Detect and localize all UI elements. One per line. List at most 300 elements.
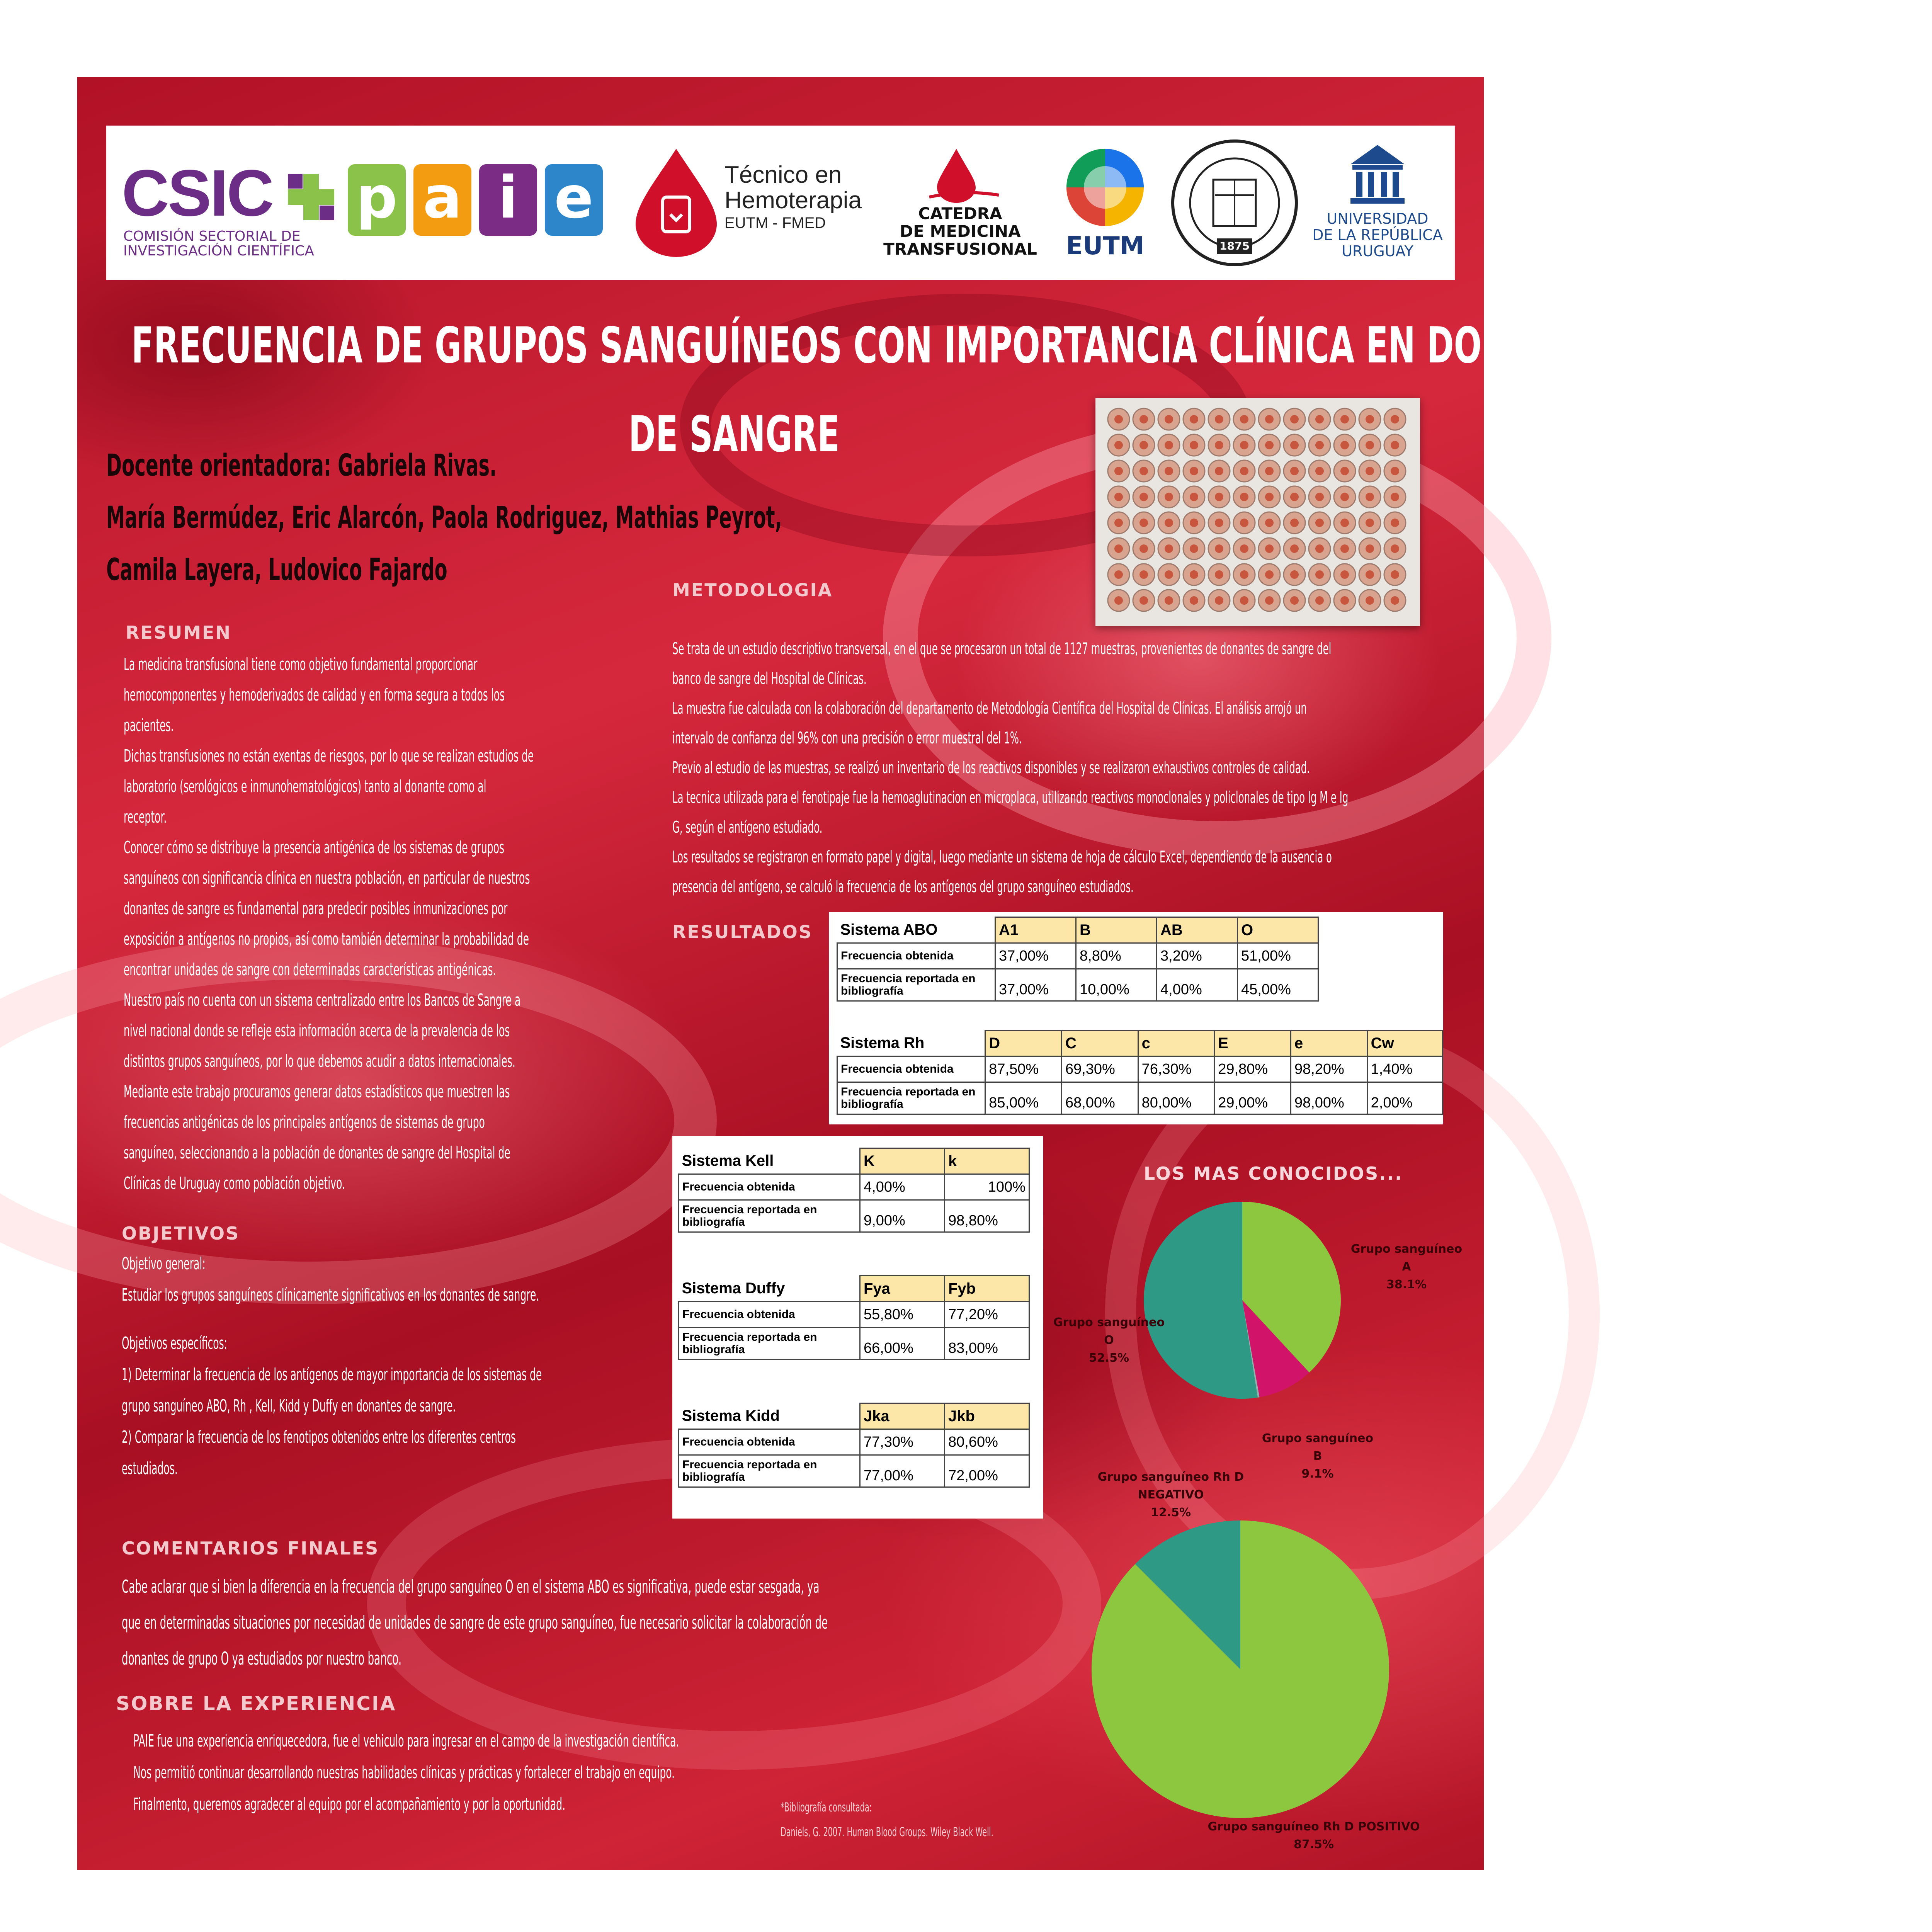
- rh-table: [837, 1030, 1443, 1115]
- plate-well-button: [1391, 467, 1399, 475]
- plate-well-button: [1290, 415, 1299, 423]
- plate-well-button: [1190, 441, 1198, 449]
- logo-band: [106, 126, 1455, 280]
- table-cell: Fyb: [945, 1276, 1029, 1302]
- plate-well-button: [1139, 467, 1148, 475]
- authors-line-2: Camila Layera, Ludovico Fajardo: [106, 553, 447, 587]
- csic-cross-icon: [288, 174, 334, 220]
- text-line: laboratorio (serológicos e inmunohematológicos) tanto al donante como al: [124, 777, 486, 796]
- table-cell: 37,00%: [995, 969, 1076, 1001]
- table-cell: [679, 1455, 860, 1487]
- table-row: [837, 1082, 1443, 1114]
- table-cell: 2,00%: [1367, 1082, 1442, 1114]
- pie-label-a-name: Grupo sanguíneo A: [1350, 1242, 1463, 1274]
- plate-well-button: [1165, 467, 1173, 475]
- bibliografia-line-2: Daniels, G. 2007. Human Blood Groups. Wiley Black Well.: [781, 1825, 993, 1839]
- plate-well-button: [1391, 570, 1399, 579]
- table-cell: Jkb: [945, 1403, 1029, 1429]
- plate-well-button: [1215, 415, 1223, 423]
- text-line: sanguíneo, seleccionando a la población de donantes de sangre del Hospital de: [124, 1143, 510, 1163]
- table-cell: 80,00%: [1138, 1082, 1214, 1114]
- udelar-line-3: URUGUAY: [1342, 243, 1413, 260]
- plate-well-button: [1139, 544, 1148, 553]
- table-header-row: [679, 1276, 1029, 1302]
- table-cell: 4,00%: [1157, 969, 1238, 1001]
- table-cell: Sistema Rh: [837, 1031, 985, 1056]
- pie-label-b: [1260, 1430, 1376, 1483]
- table-cell: 29,00%: [1214, 1082, 1291, 1114]
- udelar-text: [1312, 211, 1443, 259]
- text-line: hemocomponentes y hemoderivados de calidad y en forma segura a todos los: [124, 685, 505, 705]
- text-line: Previo al estudio de las muestras, se realizó un inventario de los reactivos disponibles y se realizaron exhaustivos controles de calidad.: [672, 758, 1310, 777]
- plate-well-button: [1215, 570, 1223, 579]
- abo-pie-chart: [1142, 1200, 1343, 1401]
- text-line: encontrar unidades de sangre con determinadas características antigénicas.: [124, 960, 496, 980]
- plate-well-button: [1265, 467, 1274, 475]
- plate-well-button: [1114, 467, 1123, 475]
- pie-label-b-value: 9.1%: [1301, 1467, 1334, 1481]
- table-header-row: [679, 1148, 1029, 1174]
- text-line: estudiados.: [122, 1459, 178, 1478]
- plate-well-button: [1165, 415, 1173, 423]
- text-line: Mediante este trabajo procuramos generar datos estadísticos que muestren las: [124, 1082, 510, 1102]
- plate-well-button: [1265, 570, 1274, 579]
- plate-well-button: [1240, 415, 1248, 423]
- plate-well-button: [1290, 596, 1299, 605]
- text-line: exposición a antígenos no propios, así como también determinar la probabilidad de: [124, 929, 529, 949]
- plate-well-button: [1340, 441, 1349, 449]
- row-label-line: Frecuencia reportada en: [841, 1085, 976, 1098]
- text-line: Estudiar los grupos sanguíneos clínicamente significativos en los donantes de sangre.: [122, 1285, 539, 1305]
- table-cell: Fya: [860, 1276, 945, 1302]
- table-header-row: [837, 917, 1318, 943]
- table-row: [679, 1302, 1029, 1328]
- plate-well-button: [1290, 441, 1299, 449]
- text-line: sanguíneos con significancia clínica en nuestra población, en particular de nuestros: [124, 868, 530, 888]
- plate-well-button: [1315, 519, 1324, 527]
- table-cell: Sistema Kidd: [679, 1403, 860, 1429]
- table-cell: 10,00%: [1076, 969, 1157, 1001]
- table-cell: 3,20%: [1157, 943, 1238, 969]
- table-cell: E: [1214, 1031, 1291, 1056]
- plate-well-button: [1114, 415, 1123, 423]
- text-line: PAIE fue una experiencia enriquecedora, fue el vehiculo para ingresar en el campo de la investigación científica.: [133, 1731, 679, 1751]
- bibliografia-note: [781, 1795, 1244, 1849]
- plate-well-button: [1366, 467, 1374, 475]
- text-line: G, según el antígeno estudiado.: [672, 818, 823, 837]
- plate-well-button: [1190, 544, 1198, 553]
- table-cell: 100%: [945, 1174, 1029, 1200]
- text-line: La muestra fue calculada con la colaboración del departamento de Metodología Científica del Hospital de Clínicas. El análisis arrojó un: [672, 699, 1307, 718]
- plate-well-button: [1340, 519, 1349, 527]
- text-line: presencia del antígeno, se calculó la frecuencia de los antígenos del grupo sanguíneo estudiados.: [672, 877, 1134, 896]
- plate-well-button: [1240, 596, 1248, 605]
- table-cell: Sistema Kell: [679, 1148, 860, 1174]
- plate-well-button: [1366, 544, 1374, 553]
- plate-well-button: [1315, 415, 1324, 423]
- plate-well-button: [1190, 467, 1198, 475]
- csic-logo: [122, 141, 338, 265]
- table-row: [837, 943, 1318, 969]
- table-cell: [837, 969, 995, 1001]
- docente-orientadora: Docente orientadora: Gabriela Rivas.: [106, 448, 497, 483]
- table-cell: 68,00%: [1061, 1082, 1138, 1114]
- plate-well-button: [1290, 493, 1299, 501]
- comentarios-lines: [122, 1569, 849, 1677]
- table-cell: 37,00%: [995, 943, 1076, 969]
- plate-well-button: [1315, 467, 1324, 475]
- text-line: La tecnica utilizada para el fenotipaje fue la hemoaglutinacion en microplaca, utilizando reactivos monoclonales y policlonales de tipo Ig M e Ig: [672, 788, 1349, 807]
- facultad-year: 1875: [1219, 240, 1250, 252]
- text-line: intervalo de confianza del 96% con una precisión o error muestral del 1%.: [672, 728, 1022, 747]
- tecnico-text: [724, 162, 862, 233]
- plate-well-button: [1190, 415, 1198, 423]
- page-title-line-1: FRECUENCIA DE GRUPOS SANGUÍNEOS CON IMPORTANCIA CLÍNICA EN DONANTES: [131, 317, 1630, 374]
- table-cell: [679, 1200, 860, 1232]
- table-cell: 85,00%: [985, 1082, 1062, 1114]
- plate-well-button: [1366, 441, 1374, 449]
- pie-label-rh-neg-value: 12.5%: [1150, 1506, 1191, 1519]
- plate-well-button: [1215, 596, 1223, 605]
- text-line: La medicina transfusional tiene como objetivo fundamental proporcionar: [124, 655, 478, 674]
- text-line: Finalmento, queremos agradecer al equipo por el acompañamiento y por la oportunidad.: [133, 1794, 566, 1814]
- table-header-row: [837, 1031, 1443, 1056]
- plate-well-button: [1366, 493, 1374, 501]
- row-label-line: bibliografía: [682, 1471, 745, 1483]
- pie-slice-o: [1144, 1202, 1258, 1399]
- table-cell: O: [1238, 917, 1318, 943]
- kidd-table: [678, 1403, 1030, 1488]
- text-line: Cabe aclarar que si bien la diferencia en la frecuencia del grupo sanguíneo O en el sistema ABO es significativa, puede estar sesgada, ya: [122, 1576, 820, 1597]
- plate-well-button: [1240, 493, 1248, 501]
- table-cell: 8,80%: [1076, 943, 1157, 969]
- plate-well-button: [1240, 570, 1248, 579]
- plate-well-button: [1366, 570, 1374, 579]
- plate-well-button: [1315, 441, 1324, 449]
- table-cell: 87,50%: [985, 1056, 1062, 1082]
- resumen-lines: [124, 649, 608, 1199]
- plate-well-button: [1290, 570, 1299, 579]
- text-line: Nos permitió continuar desarrollando nuestras habilidades clínicas y prácticas y fortalecer el trabajo en equipo.: [133, 1763, 675, 1782]
- table-cell: Sistema Duffy: [679, 1276, 860, 1302]
- plate-well-button: [1190, 596, 1198, 605]
- catedra-logo: [883, 147, 1037, 263]
- text-line: Conocer cómo se distribuye la presencia antigénica de los sistemas de grupos: [124, 838, 505, 857]
- plate-well-button: [1340, 570, 1349, 579]
- text-line: Objetivo general:: [122, 1254, 206, 1274]
- plate-well-button: [1240, 544, 1248, 553]
- abo-table: [837, 917, 1319, 1002]
- plate-well-button: [1315, 493, 1324, 501]
- table-cell: 69,30%: [1061, 1056, 1138, 1082]
- table-cell: D: [985, 1031, 1062, 1056]
- pie-label-o-value: 52.5%: [1088, 1351, 1129, 1365]
- table-row: [837, 1056, 1443, 1082]
- duffy-table: [678, 1275, 1030, 1360]
- row-label-line: bibliografía: [841, 1098, 903, 1111]
- plate-well-button: [1366, 596, 1374, 605]
- catedra-line-1: CATEDRA: [918, 204, 1002, 223]
- poster-background: [77, 77, 1630, 1870]
- plate-well-button: [1391, 519, 1399, 527]
- table-cell: 72,00%: [945, 1455, 1029, 1487]
- plate-well-button: [1340, 467, 1349, 475]
- pie-label-rh-pos-name: Grupo sanguíneo Rh D POSITIVO: [1208, 1820, 1420, 1833]
- text-line: [122, 1311, 672, 1328]
- plate-well-button: [1215, 441, 1223, 449]
- table-cell: Frecuencia obtenida: [837, 943, 995, 969]
- table-cell: Frecuencia obtenida: [679, 1302, 860, 1328]
- table-cell: e: [1291, 1031, 1367, 1056]
- table-cell: 77,30%: [860, 1429, 945, 1455]
- text-line: Clínicas de Uruguay como población objetivo.: [124, 1173, 345, 1193]
- row-label-line: Frecuencia reportada en: [682, 1203, 817, 1216]
- table-row: [679, 1328, 1029, 1360]
- plate-well-button: [1240, 467, 1248, 475]
- text-line: Los resultados se registraron en formato papel y digital, luego mediante un sistema de hoja de cálculo Excel, dependiendo de la ausencia o: [672, 847, 1332, 866]
- text-line: que en determinadas situaciones por necesidad de unidades de sangre de este grupo sanguíneo, fue necesario solicitar la colaboración de: [122, 1612, 828, 1633]
- plate-well-button: [1315, 570, 1324, 579]
- table-cell: k: [945, 1148, 1029, 1174]
- page-title-line-2: DE SANGRE: [628, 406, 840, 463]
- udelar-line-1: UNIVERSIDAD: [1327, 210, 1429, 227]
- eutm-logo: [1055, 145, 1155, 265]
- plate-well-button: [1265, 544, 1274, 553]
- table-cell: 77,00%: [860, 1455, 945, 1487]
- text-line: receptor.: [124, 807, 167, 827]
- table-cell: 98,80%: [945, 1200, 1029, 1232]
- plate-well-button: [1114, 544, 1123, 553]
- plate-well-button: [1139, 570, 1148, 579]
- pie-label-a: [1349, 1240, 1464, 1294]
- tecnico-line-1: Técnico en: [724, 162, 842, 188]
- paie-tile-i: i: [479, 164, 537, 236]
- table-cell: 29,80%: [1214, 1056, 1291, 1082]
- plate-well-button: [1340, 544, 1349, 553]
- table-row: [679, 1174, 1029, 1200]
- csic-sub-line-2: INVESTIGACIÓN CIENTÍFICA: [123, 243, 314, 259]
- table-cell: Frecuencia obtenida: [679, 1429, 860, 1455]
- plate-well-button: [1114, 570, 1123, 579]
- plate-well-button: [1366, 519, 1374, 527]
- plate-well-button: [1290, 519, 1299, 527]
- plate-well-button: [1190, 519, 1198, 527]
- plate-well-button: [1114, 596, 1123, 605]
- paie-tile-p: p: [348, 164, 406, 236]
- csic-subtitle: [123, 229, 314, 259]
- kell-duffy-kidd-table-box: [672, 1136, 1043, 1519]
- row-label-line: Frecuencia reportada en: [682, 1331, 817, 1344]
- table-row: [679, 1455, 1029, 1487]
- table-cell: 66,00%: [860, 1328, 945, 1360]
- plate-well-button: [1215, 493, 1223, 501]
- table-cell: 1,40%: [1367, 1056, 1442, 1082]
- paie-tile-a: a: [413, 164, 471, 236]
- plate-well-button: [1265, 493, 1274, 501]
- plate-well-button: [1139, 493, 1148, 501]
- plate-well-button: [1240, 519, 1248, 527]
- table-cell: AB: [1157, 917, 1238, 943]
- table-cell: 4,00%: [860, 1174, 945, 1200]
- plate-well-button: [1391, 415, 1399, 423]
- plate-well-button: [1190, 570, 1198, 579]
- plate-well-button: [1215, 467, 1223, 475]
- table-cell: K: [860, 1148, 945, 1174]
- text-line: Dichas transfusiones no están exentas de riesgos, por lo que se realizan estudios de: [124, 746, 534, 766]
- text-line: frecuencias antigénicas de los principales antígenos de sistemas de grupo: [124, 1112, 485, 1132]
- table-row: [679, 1429, 1029, 1455]
- pie-label-rh-neg: [1074, 1468, 1267, 1522]
- table-cell: C: [1061, 1031, 1138, 1056]
- table-cell: A1: [995, 917, 1076, 943]
- plate-well-button: [1265, 441, 1274, 449]
- eutm-text: EUTM: [1066, 232, 1145, 260]
- plate-well-button: [1340, 493, 1349, 501]
- row-label-line: bibliografía: [682, 1216, 745, 1228]
- plate-well-button: [1215, 519, 1223, 527]
- csic-sub-line-1: COMISIÓN SECTORIAL DE: [123, 228, 301, 244]
- text-line: distintos grupos sanguíneos, por lo que debemos acudir a datos internacionales.: [124, 1051, 515, 1071]
- blood-drop-icon: [632, 147, 721, 259]
- plate-well-button: [1114, 493, 1123, 501]
- plate-well-button: [1139, 519, 1148, 527]
- metodologia-heading: METODOLOGIA: [672, 580, 833, 600]
- table-cell: Sistema ABO: [837, 917, 995, 943]
- authors-line-1-wrap: [106, 498, 879, 541]
- row-label-line: bibliografía: [682, 1343, 745, 1356]
- table-cell: 83,00%: [945, 1328, 1029, 1360]
- table-cell: 9,00%: [860, 1200, 945, 1232]
- text-line: 1) Determinar la frecuencia de los antígenos de mayor importancia de los sistemas de: [122, 1365, 542, 1384]
- text-line: donantes de grupo O ya estudiados por nuestro banco.: [122, 1648, 402, 1669]
- catedra-drop-icon: [929, 147, 999, 205]
- catedra-text: [883, 205, 1037, 258]
- catedra-line-2: DE MEDICINA: [900, 222, 1021, 241]
- tecnico-line-2: Hemoterapia: [724, 187, 862, 214]
- table-cell: 76,30%: [1138, 1056, 1214, 1082]
- plate-well-button: [1215, 544, 1223, 553]
- table-cell: Frecuencia obtenida: [679, 1174, 860, 1200]
- experiencia-lines: [133, 1725, 794, 1820]
- resultados-heading: RESULTADOS: [672, 922, 813, 942]
- comentarios-heading: COMENTARIOS FINALES: [122, 1538, 379, 1559]
- plate-well-button: [1139, 415, 1148, 423]
- plate-well-button: [1340, 596, 1349, 605]
- plate-well-button: [1165, 596, 1173, 605]
- csic-mark: CSIC: [122, 156, 273, 230]
- text-line: banco de sangre del Hospital de Clínicas.: [672, 669, 867, 688]
- objetivos-lines: [122, 1248, 672, 1484]
- microplate-photo: [1095, 398, 1420, 626]
- plate-well-button: [1366, 415, 1374, 423]
- metodologia-lines: [672, 634, 1389, 901]
- resumen-heading: RESUMEN: [126, 622, 232, 643]
- paie-logo: [348, 164, 618, 242]
- pie-label-o-name: Grupo sanguíneo O: [1053, 1316, 1165, 1347]
- metodologia-body: [672, 634, 1909, 904]
- catedra-line-3: TRANSFUSIONAL: [883, 240, 1037, 259]
- table-cell: [679, 1328, 860, 1360]
- plate-well-button: [1265, 415, 1274, 423]
- table-cell: 45,00%: [1238, 969, 1318, 1001]
- udelar-logo: [1312, 141, 1443, 265]
- plate-well-button: [1391, 441, 1399, 449]
- text-line: Nuestro país no cuenta con un sistema centralizado entre los Bancos de Sangre a: [124, 990, 521, 1010]
- row-label-line: Frecuencia reportada en: [682, 1458, 817, 1471]
- plate-well-button: [1240, 441, 1248, 449]
- table-cell: 55,80%: [860, 1302, 945, 1328]
- plate-well-button: [1265, 596, 1274, 605]
- plate-well-button: [1165, 544, 1173, 553]
- table-cell: 51,00%: [1238, 943, 1318, 969]
- udelar-building-icon: [1347, 141, 1408, 207]
- comentarios-body: [122, 1569, 1397, 1685]
- row-label-line: Frecuencia reportada en: [841, 972, 976, 985]
- experiencia-heading: SOBRE LA EXPERIENCIA: [116, 1692, 396, 1715]
- bibliografia-lines: [781, 1795, 1059, 1844]
- kell-table: [678, 1148, 1030, 1233]
- text-line: Se trata de un estudio descriptivo transversal, en el que se procesaron un total de 1127 muestras, provenientes de donantes de sangre del: [672, 639, 1332, 658]
- plate-well-button: [1165, 441, 1173, 449]
- table-row: [679, 1200, 1029, 1232]
- plate-well-button: [1315, 596, 1324, 605]
- plate-well-button: [1139, 441, 1148, 449]
- plate-well-button: [1290, 467, 1299, 475]
- table-cell: B: [1076, 917, 1157, 943]
- tecnico-hemoterapia-logo: [632, 147, 871, 263]
- text-line: pacientes.: [124, 716, 174, 735]
- table-cell: 98,00%: [1291, 1082, 1367, 1114]
- pie-label-rh-neg-name: Grupo sanguíneo Rh D NEGATIVO: [1097, 1470, 1244, 1502]
- microplate-wells-icon: [1095, 398, 1420, 626]
- text-line: donantes de sangre es fundamental para predecir posibles inmunizaciones por: [124, 899, 508, 918]
- table-cell: [837, 1082, 985, 1114]
- table-cell: 80,60%: [945, 1429, 1029, 1455]
- pie-label-b-name: Grupo sanguíneo B: [1262, 1432, 1374, 1463]
- facultad-medicina-seal: [1169, 137, 1300, 269]
- text-line: grupo sanguíneo ABO, Rh , Kell, Kidd y Duffy en donantes de sangre.: [122, 1396, 456, 1416]
- title-line-1-wrap: [131, 317, 1630, 374]
- plate-well-button: [1139, 596, 1148, 605]
- paie-tile-e: e: [545, 164, 603, 236]
- mas-conocidos-heading: LOS MAS CONOCIDOS...: [1144, 1163, 1403, 1184]
- authors-line-1: María Bermúdez, Eric Alarcón, Paola Rodriguez, Mathias Peyrot,: [106, 500, 782, 535]
- pie-label-o: [1051, 1314, 1167, 1367]
- text-line: Objetivos específicos:: [122, 1333, 228, 1353]
- bibliografia-line-1: *Bibliografía consultada:: [781, 1800, 872, 1815]
- plate-well-button: [1290, 544, 1299, 553]
- abo-rh-table-box: [829, 912, 1443, 1124]
- pie-label-rh-pos-value: 87.5%: [1293, 1838, 1334, 1851]
- plate-well-button: [1391, 596, 1399, 605]
- plate-well-button: [1391, 493, 1399, 501]
- table-row: [837, 969, 1318, 1001]
- plate-well-button: [1190, 493, 1198, 501]
- eutm-globe-icon: [1063, 145, 1148, 230]
- text-line: nivel nacional donde se refleje esta información acerca de la prevalencia de los: [124, 1021, 510, 1041]
- udelar-line-2: DE LA REPÚBLICA: [1312, 226, 1443, 243]
- plate-well-button: [1265, 519, 1274, 527]
- table-cell: Frecuencia obtenida: [837, 1056, 985, 1082]
- plate-well-button: [1315, 544, 1324, 553]
- plate-well-button: [1391, 544, 1399, 553]
- table-header-row: [679, 1403, 1029, 1429]
- objetivos-heading: OBJETIVOS: [122, 1223, 240, 1244]
- plate-well-button: [1340, 415, 1349, 423]
- plate-well-button: [1165, 493, 1173, 501]
- plate-well-button: [1114, 519, 1123, 527]
- text-line: 2) Comparar la frecuencia de los fenotipos obtenidos entre los diferentes centros: [122, 1427, 516, 1447]
